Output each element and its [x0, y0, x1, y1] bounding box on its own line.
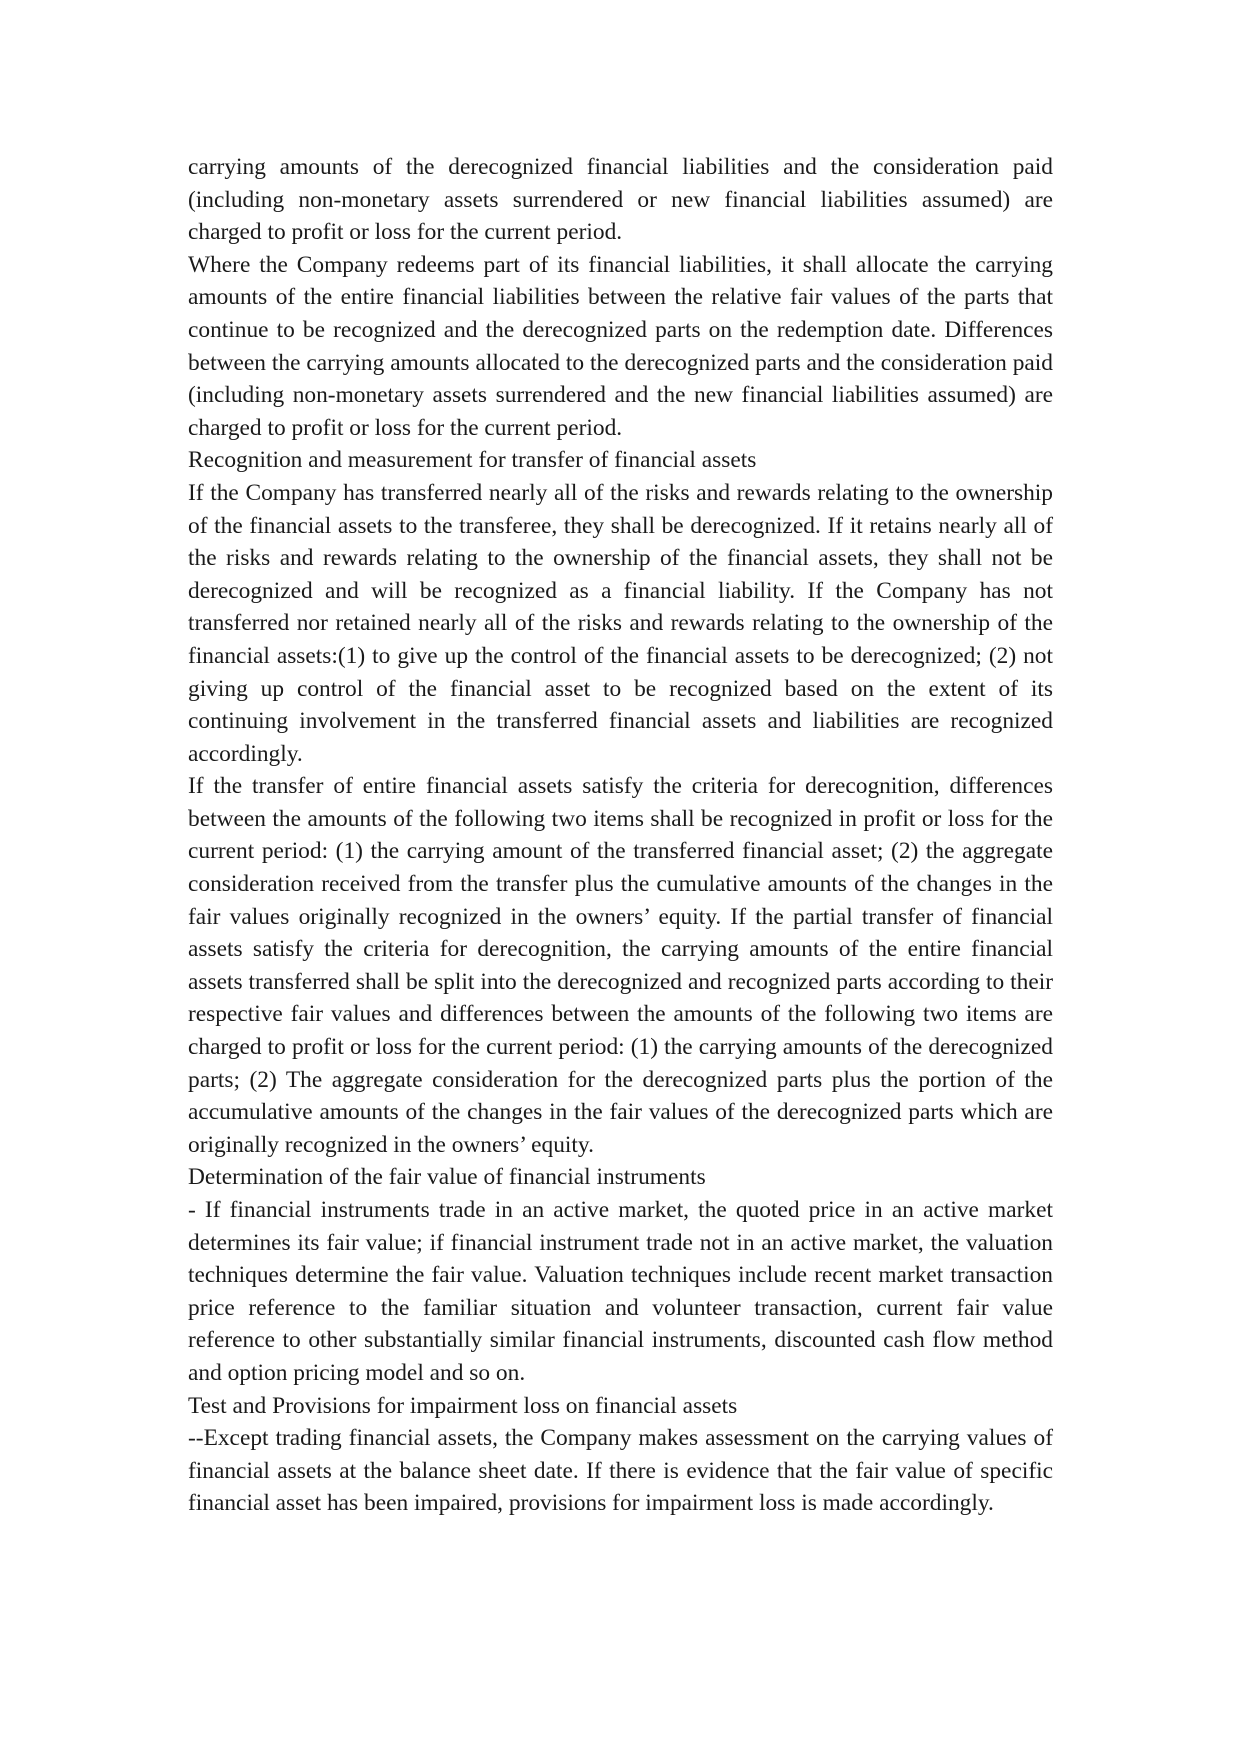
- section-heading-impairment: Test and Provisions for impairment loss on financial assets: [188, 1392, 738, 1419]
- section-heading-fair-value: Determination of the fair value of financial instruments: [188, 1164, 706, 1191]
- document-body: [188, 151, 1053, 1520]
- paragraph-partial-redemption: Where the Company redeems part of its financial liabilities, it shall allocate the carrying amounts of the entire financial liabilities between the relative fair values of the parts that continue to be recognized and the derecognized parts on the redemption date. Differences between the carrying amounts allocated to the derecognized parts and the consideration paid (including non-monetary assets surrendered and the new financial liabilities assumed) are charged to profit or loss for the current period.: [188, 251, 1053, 441]
- paragraph-transfer-risks-rewards: If the Company has transferred nearly all of the risks and rewards relating to the ownership of the financial assets to the transferee, they shall be derecognized. If it retains nearly all of the risks and rewards relating to the ownership of the financial assets, they shall not be derecognized and will be recognized as a financial liability. If the Company has not transferred nor retained nearly all of the risks and rewards relating to the ownership of the financial assets:(1) to give up the control of the financial assets to be derecognized; (2) not giving up control of the financial asset to be recognized based on the extent of its continuing involvement in the transferred financial assets and liabilities are recognized accordingly.: [188, 479, 1053, 767]
- section-heading-transfer-recognition: Recognition and measurement for transfer of financial assets: [188, 447, 757, 474]
- paragraph-impairment-assessment: --Except trading financial assets, the Company makes assessment on the carrying values of financial assets at the balance sheet date. If there is evidence that the fair value of specific financial asset has been impaired, provisions for impairment loss is made accordingly.: [188, 1425, 1053, 1517]
- paragraph-derecognized-liabilities-continued: carrying amounts of the derecognized financial liabilities and the consideration paid (including non-monetary assets surrendered or new financial liabilities assumed) are charged to profit or loss for the current period.: [188, 154, 1053, 246]
- paragraph-fair-value-determination: - If financial instruments trade in an active market, the quoted price in an active market determines its fair value; if financial instrument trade not in an active market, the valuation techniques determine the fair value. Valuation techniques include recent market transaction price reference to the familiar situation and volunteer transaction, current fair value reference to other substantially similar financial instruments, discounted cash flow method and option pricing model and so on.: [188, 1197, 1053, 1386]
- paragraph-transfer-criteria: If the transfer of entire financial assets satisfy the criteria for derecognition, differences between the amounts of the following two items shall be recognized in profit or loss for the current period: (1) the carrying amount of the transferred financial asset; (2) the aggregate consideration received from the transfer plus the cumulative amounts of the changes in the fair values originally recognized in the owners’ equity. If the partial transfer of financial assets satisfy the criteria for derecognition, the carrying amounts of the entire financial assets transferred shall be split into the derecognized and recognized parts according to their respective fair values and differences between the amounts of the following two items are charged to profit or loss for the current period: (1) the carrying amounts of the derecognized parts; (2) The aggregate consideration for the derecognized parts plus the portion of the accumulative amounts of the changes in the fair values of the derecognized parts which are originally recognized in the owners’ equity.: [188, 773, 1053, 1158]
